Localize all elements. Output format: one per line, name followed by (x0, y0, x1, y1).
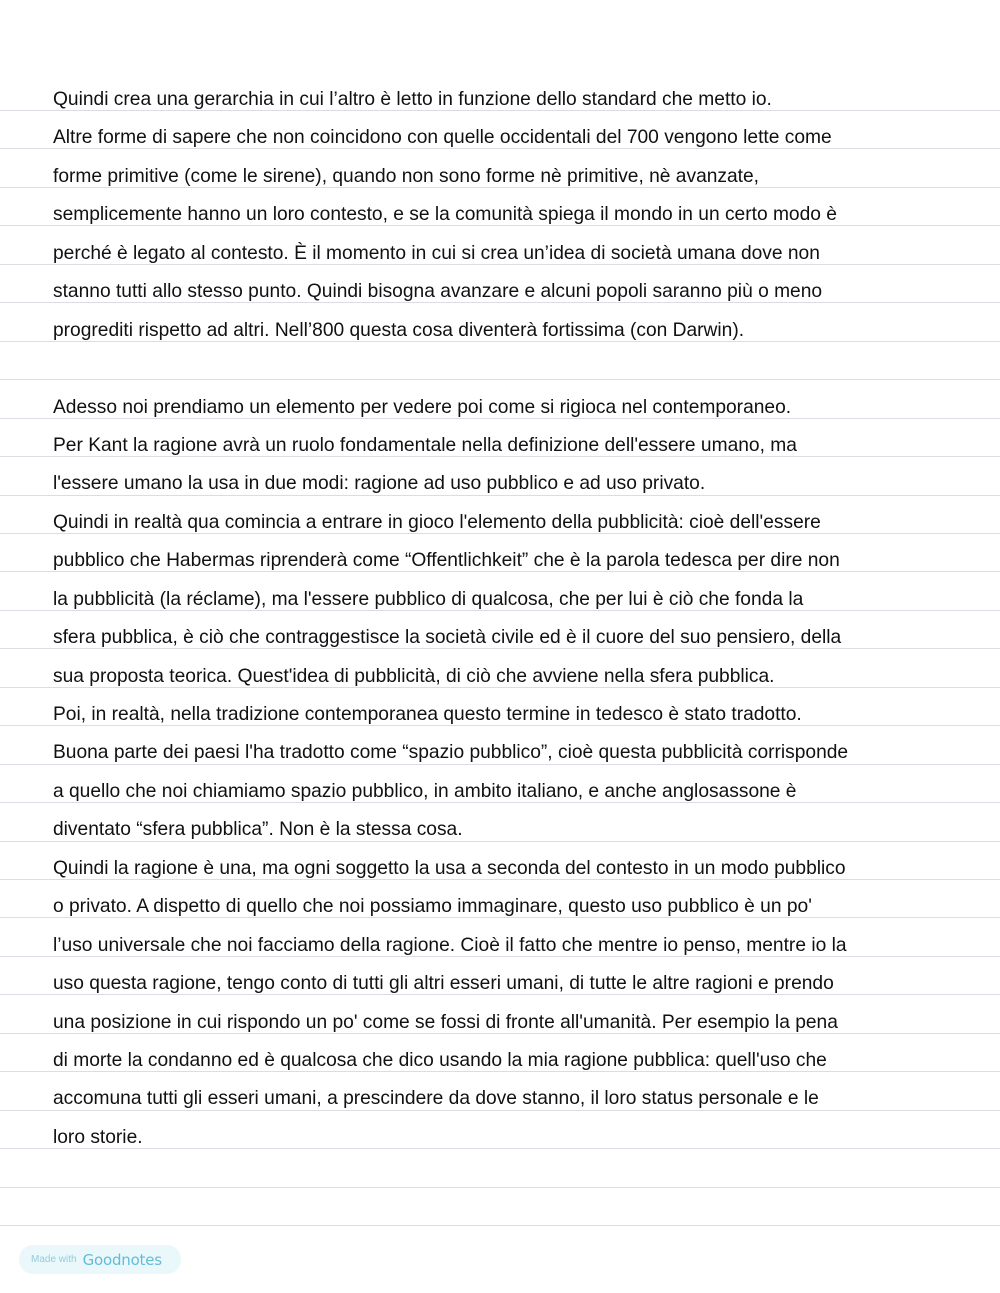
text-line: Poi, in realtà, nella tradizione contemporanea questo termine in tedesco è stato tradotto. (53, 704, 802, 725)
text-line: diventato “sfera pubblica”. Non è la stessa cosa. (53, 819, 463, 841)
text-line: sua proposta teorica. Quest'idea di pubblicità, di ciò che avviene nella sfera pubblica. (53, 665, 775, 687)
goodnotes-logo: Goodnotes (82, 1250, 162, 1269)
ruled-line (0, 1225, 1000, 1226)
text-line: Adesso noi prendiamo un elemento per vedere poi come si rigioca nel contemporaneo. (53, 396, 792, 418)
text-line: Buona parte dei paesi l'ha tradotto come “spazio pubblico”, cioè questa pubblicità corrisponde (53, 742, 849, 764)
text-line (53, 350, 963, 388)
text-line: una posizione in cui rispondo un po' come se fossi di fronte all'umanità. Per esempio la pena (53, 1011, 838, 1033)
text-line: Altre forme di sapere che non coincidono con quelle occidentali del 700 vengono lette come (53, 127, 832, 149)
text-line: progrediti rispetto ad altri. Nell’800 questa cosa diventerà fortissima (con Darwin). (53, 319, 745, 341)
text-line: l’uso universale che noi facciamo della ragione. Cioè il fatto che mentre io penso, mentre io la (53, 934, 847, 956)
text-line: accomuna tutti gli esseri umani, a prescindere da dove stanno, il loro status personale e le (53, 1088, 819, 1110)
text-line: Quindi crea una gerarchia in cui l’altro è letto in funzione dello standard che metto io. (53, 89, 772, 110)
text-line: semplicemente hanno un loro contesto, e se la comunità spiega il mondo in un certo modo è (53, 204, 837, 226)
note-text (53, 81, 963, 1157)
text-line: loro storie. (53, 1126, 143, 1148)
text-line: Quindi la ragione è una, ma ogni soggetto la usa a seconda del contesto in un modo pubblico (53, 857, 846, 879)
text-line: perché è legato al contesto. È il momento in cui si crea un’idea di società umana dove non (53, 242, 820, 264)
badge-prefix: Made with (31, 1254, 77, 1265)
ruled-line (0, 1187, 1000, 1188)
text-line: o privato. A dispetto di quello che noi possiamo immaginare, questo uso pubblico è un po' (53, 896, 812, 918)
text-line: a quello che noi chiamiamo spazio pubblico, in ambito italiano, e anche anglosassone è (53, 780, 797, 802)
text-line: sfera pubblica, è ciò che contraggestisce la società civile ed è il cuore del suo pensiero, della (53, 627, 842, 649)
text-line: stanno tutti allo stesso punto. Quindi bisogna avanzare e alcuni popoli saranno più o meno (53, 281, 823, 303)
text-line: Per Kant la ragione avrà un ruolo fondamentale nella definizione dell'essere umano, ma (53, 434, 797, 456)
text-line: uso questa ragione, tengo conto di tutti gli altri esseri umani, di tutte le altre ragioni e prendo (53, 973, 834, 995)
text-line: Quindi in realtà qua comincia a entrare in gioco l'elemento della pubblicità: cioè dell'essere (53, 511, 821, 533)
text-line: l'essere umano la usa in due modi: ragione ad uso pubblico e ad uso privato. (53, 473, 706, 495)
text-line: forme primitive (come le sirene), quando non sono forme nè primitive, nè avanzate, (53, 165, 760, 187)
text-line: di morte la condanno ed è qualcosa che dico usando la mia ragione pubblica: quell'uso che (53, 1049, 827, 1071)
text-line: la pubblicità (la réclame), ma l'essere pubblico di qualcosa, che per lui è ciò che fonda la (53, 588, 804, 610)
text-line: pubblico che Habermas riprenderà come “Offentlichkeit” che è la parola tedesca per dire non (53, 550, 840, 572)
made-with-goodnotes-badge[interactable] (19, 1245, 181, 1274)
